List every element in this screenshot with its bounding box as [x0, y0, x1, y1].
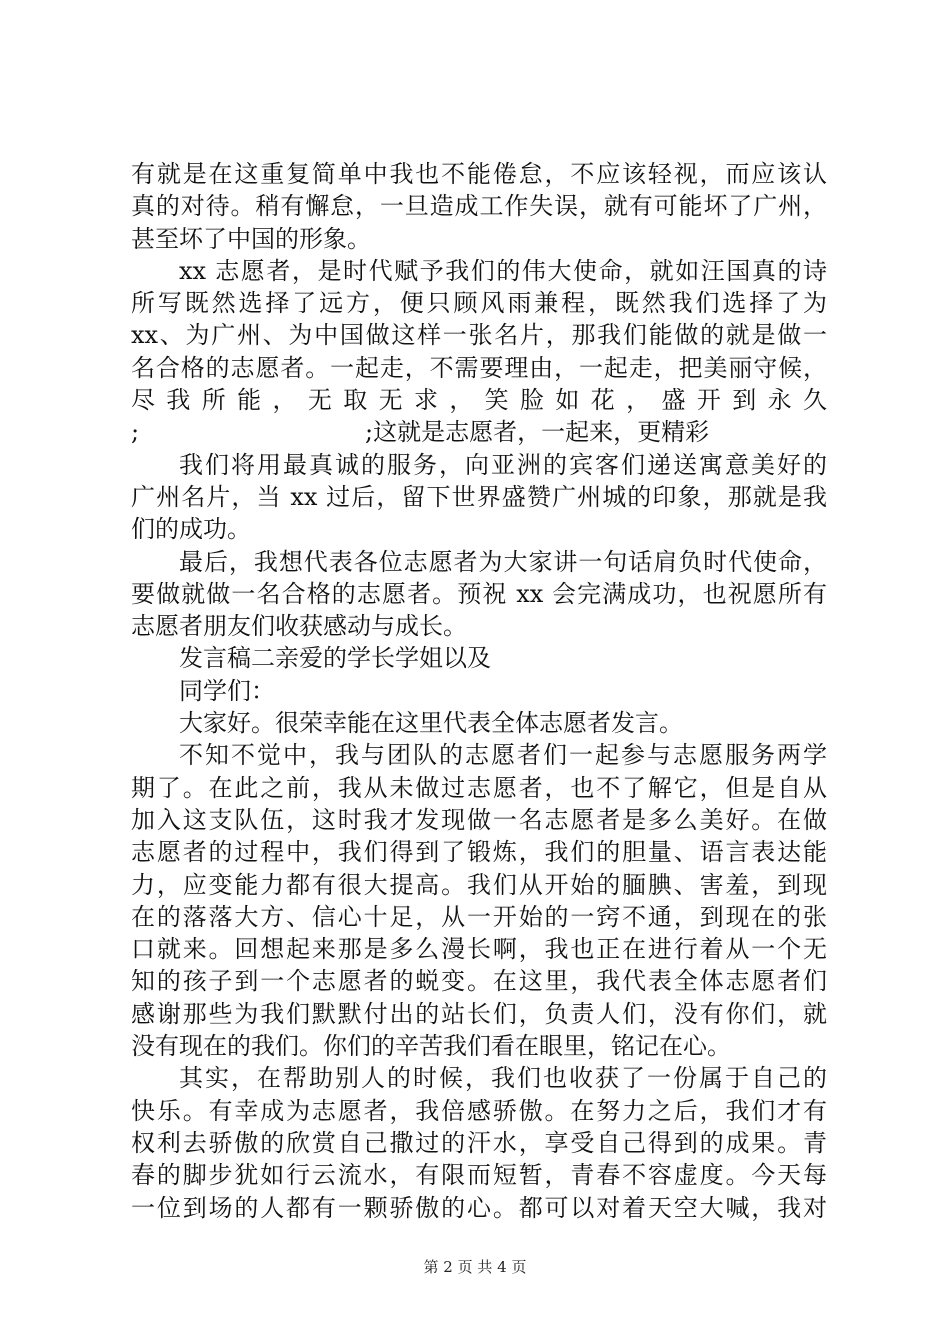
text-line: 有就是在这重复简单中我也不能倦怠，不应该轻视，而应该认 [131, 160, 827, 188]
text-line: 名合格的志愿者。一起走，不需要理由，一起走，把美丽守候， [131, 353, 827, 382]
page-number-footer: 第 2 页 共 4 页 [423, 1258, 527, 1276]
text-line: 最后，我想代表各位志愿者为大家讲一句话肩负时代使命， [179, 547, 827, 576]
text-line: xx、为广州、为中国做这样一张名片，那我们能做的就是做一 [131, 321, 827, 350]
text-line: 力，应变能力都有很大提高。我们从开始的腼腆、害羞，到现 [131, 870, 827, 899]
text-line: 所写既然选择了远方，便只顾风雨兼程，既然我们选择了为 [131, 289, 827, 318]
text-line: 们的成功。 [131, 515, 251, 544]
text-line: 权利去骄傲的欣赏自己撒过的汗水，享受自己得到的成果。青 [131, 1128, 827, 1157]
text-line: 在的落落大方、信心十足，从一开始的一窍不通，到现在的张 [131, 902, 827, 931]
semicolon-fragment: ; [131, 418, 140, 447]
text-line: 广州名片，当 xx 过后，留下世界盛赞广州城的印象，那就是我 [131, 482, 827, 511]
text-line: 期了。在此之前，我从未做过志愿者，也不了解它，但是自从 [131, 773, 827, 802]
text-line: 口就来。回想起来那是多么漫长啊，我也正在进行着从一个无 [131, 935, 827, 964]
text-line: 没有现在的我们。你们的辛苦我们看在眼里，铭记在心。 [131, 1032, 731, 1061]
text-line: 志愿者的过程中，我们得到了锻炼，我们的胆量、语言表达能 [131, 838, 827, 867]
document-body [131, 158, 827, 1224]
text-line: 加入这支队伍，这时我才发现做一名志愿者是多么美好。在做 [131, 805, 827, 834]
text-line-split [131, 416, 827, 448]
text-line: 其实，在帮助别人的时候，我们也收获了一份属于自己的 [179, 1064, 827, 1093]
text-line: 甚至坏了中国的形象。 [131, 224, 371, 253]
text-line: xx 志愿者，是时代赋予我们的伟大使命，就如汪国真的诗 [179, 256, 827, 285]
text-line: 同学们： [179, 676, 275, 705]
text-line: 大家好。很荣幸能在这里代表全体志愿者发言。 [179, 709, 683, 738]
text-line: 一位到场的人都有一颗骄傲的心。都可以对着天空大喊，我对 [131, 1193, 827, 1222]
text-fragment: ;这就是志愿者，一起来，更精彩 [365, 418, 710, 447]
text-line: 尽 我 所 能 ， 无 取 无 求 ， 笑 脸 如 花 ， 盛 开 到 永 久 [131, 386, 827, 415]
text-line: 春的脚步犹如行云流水，有限而短暂，青春不容虚度。今天每 [131, 1161, 827, 1190]
text-line: 要做就做一名合格的志愿者。预祝 xx 会完满成功，也祝愿所有 [131, 579, 827, 608]
text-line: 感谢那些为我们默默付出的站长们，负责人们，没有你们，就 [131, 999, 827, 1028]
text-line: 我们将用最真诚的服务，向亚洲的宾客们递送寓意美好的 [179, 450, 827, 479]
text-line: 真的对待。稍有懈怠，一旦造成工作失误，就有可能坏了广州， [131, 192, 827, 221]
text-line: 知的孩子到一个志愿者的蜕变。在这里，我代表全体志愿者们 [131, 967, 827, 996]
text-line: 发言稿二亲爱的学长学姐以及 [179, 644, 491, 673]
text-line: 快乐。有幸成为志愿者，我倍感骄傲。在努力之后，我们才有 [131, 1096, 827, 1125]
text-line: 志愿者朋友们收获感动与成长。 [131, 612, 467, 641]
text-line: 不知不觉中，我与团队的志愿者们一起参与志愿服务两学 [179, 741, 827, 770]
